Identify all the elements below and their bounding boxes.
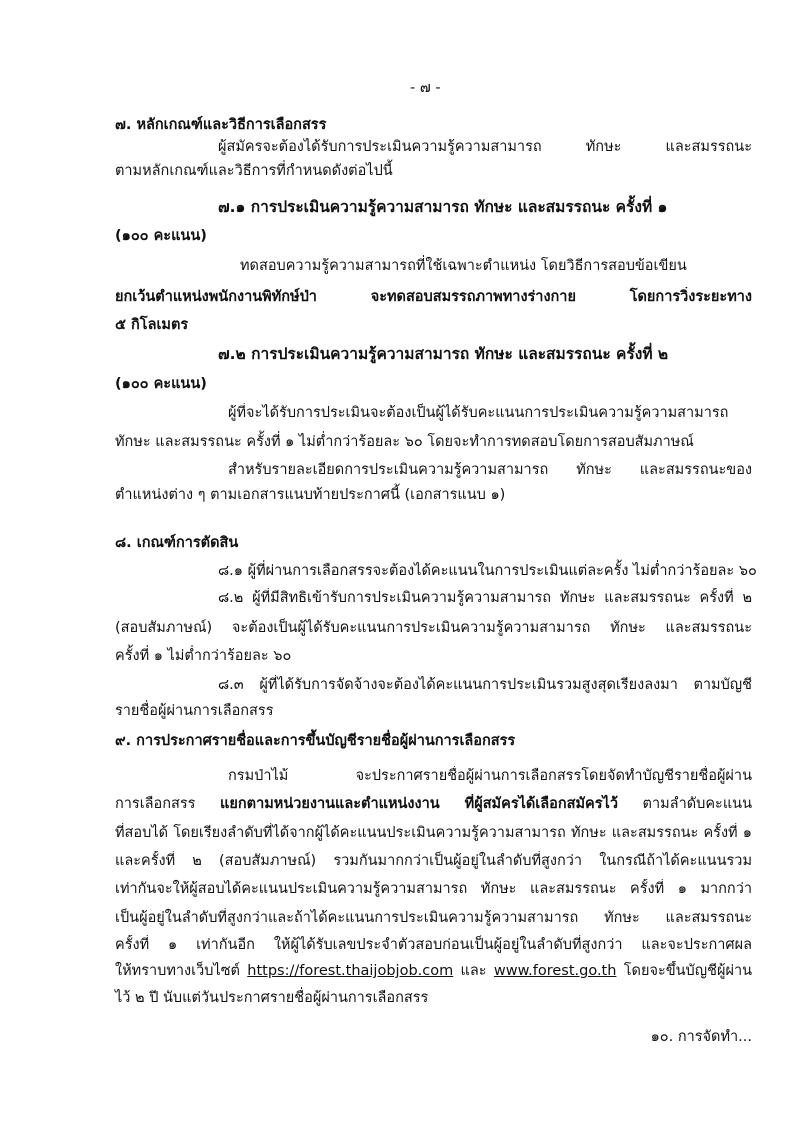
text: และ — [453, 963, 494, 979]
paragraph-line-bold: ยกเว้นตำแหน่งพนักงานพิทักษ์ป่า จะทดสอบสมรรถภาพทางร่างกาย โดยการวิ่งระยะทาง — [115, 289, 752, 305]
section-8-3: ๘.๓ ผู้ที่ได้รับการจัดจ้างจะต้องได้คะแนนการประเมินรวมสูงสุดเรียงลงมา ตามบัญชี — [218, 677, 752, 693]
text: ให้ทราบทางเว็บไซต์ — [115, 963, 248, 979]
paragraph-line: สำหรับรายละเอียดการประเมินความรู้ความสามารถ ทักษะ และสมรรถนะของ — [228, 462, 752, 478]
paragraph-line: เท่ากันจะให้ผู้สอบได้คะแนนประเมินความรู้ความสามารถ ทักษะ และสมรรถนะ ครั้งที่ ๑ มากกว่า — [115, 881, 752, 897]
section-7-2-score: (๑๐๐ คะแนน) — [115, 376, 207, 392]
section-9-heading: ๙. การประกาศรายชื่อและการขึ้นบัญชีรายชื่อผู้ผ่านการเลือกสรร — [115, 733, 516, 749]
link-thaijobjob[interactable]: https://forest.thaijobjob.com — [247, 963, 454, 979]
continuation-text: ๑๐. การจัดทำ... — [650, 1029, 752, 1045]
paragraph-line: และครั้งที่ ๒ (สอบสัมภาษณ์) รวมกันมากกว่าเป็นผู้อยู่ในลำดับที่สูงกว่า ในกรณีถ้าได้คะแนนรวม — [115, 853, 752, 869]
paragraph-line: รายชื่อผู้ผ่านการเลือกสรร — [115, 703, 274, 719]
page-number: - ๗ - — [410, 80, 441, 96]
paragraph-line: ผู้ที่จะได้รับการประเมินจะต้องเป็นผู้ได้รับคะแนนการประเมินความรู้ความสามารถ — [228, 405, 729, 421]
section-7-1-score: (๑๐๐ คะแนน) — [115, 228, 207, 244]
text: การเลือกสรร — [115, 796, 221, 812]
paragraph-line — [115, 794, 752, 814]
paragraph-line: ทักษะ และสมรรถนะ ครั้งที่ ๑ ไม่ต่ำกว่าร้อยละ ๖๐ โดยจะทำการทดสอบโดยการสอบสัมภาษณ์ — [115, 434, 694, 450]
section-8-1: ๘.๑ ผู้ที่ผ่านการเลือกสรรจะต้องได้คะแนนในการประเมินแต่ละครั้ง ไม่ต่ำกว่าร้อยละ ๖๐ — [218, 563, 757, 579]
paragraph-line-bold: ๕ กิโลเมตร — [115, 317, 189, 333]
paragraph-line: ผู้สมัครจะต้องได้รับการประเมินความรู้ความสามารถ ทักษะ และสมรรถนะ — [218, 139, 752, 155]
paragraph-line: ตำแหน่งต่าง ๆ ตามเอกสารแนบท้ายประกาศนี้ (เอกสารแนบ ๑) — [115, 487, 506, 503]
paragraph-line: ทดสอบความรู้ความสามารถที่ใช้เฉพาะตำแหน่ง โดยวิธีการสอบข้อเขียน — [240, 258, 687, 274]
section-8-heading: ๘. เกณฑ์การตัดสิน — [115, 535, 239, 551]
section-8-2: ๘.๒ ผู้ที่มีสิทธิเข้ารับการประเมินความรู้ความสามารถ ทักษะ และสมรรถนะ ครั้งที่ ๒ — [218, 590, 752, 606]
paragraph-line: เป็นผู้อยู่ในลำดับที่สูงกว่าและถ้าได้คะแนนการประเมินความรู้ความสามารถ ทักษะ และสมรรถนะ — [115, 910, 752, 926]
text: โดยจะขึ้นบัญชีผู้ผ่าน — [623, 963, 752, 979]
paragraph-line: ที่สอบได้ โดยเรียงลำดับที่ได้จากผู้ได้คะแนนประเมินความรู้ความสามารถ ทักษะ และสมรรถนะ ครั้งที่ ๑ — [115, 825, 752, 841]
paragraph-line: (สอบสัมภาษณ์) จะต้องเป็นผู้ได้รับคะแนนการประเมินความรู้ความสามารถ ทักษะ และสมรรถนะ — [115, 620, 752, 636]
paragraph-line: กรมป่าไม้ จะประกาศรายชื่อผู้ผ่านการเลือกสรรโดยจัดทำบัญชีรายชื่อผู้ผ่าน — [228, 768, 752, 784]
link-forest[interactable]: www.forest.go.th — [493, 963, 617, 979]
emphasis-text: แยกตามหน่วยงานและตำแหน่งงาน ที่ผู้สมัครได้เลือกสมัครไว้ — [220, 796, 618, 812]
section-7-1-heading: ๗.๑ การประเมินความรู้ความสามารถ ทักษะ และสมรรถนะ ครั้งที่ ๑ — [218, 198, 668, 216]
section-7-2-heading: ๗.๒ การประเมินความรู้ความสามารถ ทักษะ และสมรรถนะ ครั้งที่ ๒ — [218, 345, 669, 363]
paragraph-line: ครั้งที่ ๑ ไม่ต่ำกว่าร้อยละ ๖๐ — [115, 648, 292, 664]
text: ตามลำดับคะแนน — [617, 796, 752, 812]
paragraph-line: ไว้ ๒ ปี นับแต่วันประกาศรายชื่อผู้ผ่านการเลือกสรร — [115, 990, 429, 1006]
paragraph-line — [115, 961, 752, 981]
section-7-heading: ๗. หลักเกณฑ์และวิธีการเลือกสรร — [115, 117, 327, 133]
paragraph-line: ครั้งที่ ๑ เท่ากันอีก ให้ผู้ได้รับเลขประจำตัวสอบก่อนเป็นผู้อยู่ในลำดับที่สูงกว่า และจะประกาศผล — [115, 937, 752, 953]
paragraph-line: ตามหลักเกณฑ์และวิธีการที่กำหนดดังต่อไปนี้ — [115, 163, 393, 179]
